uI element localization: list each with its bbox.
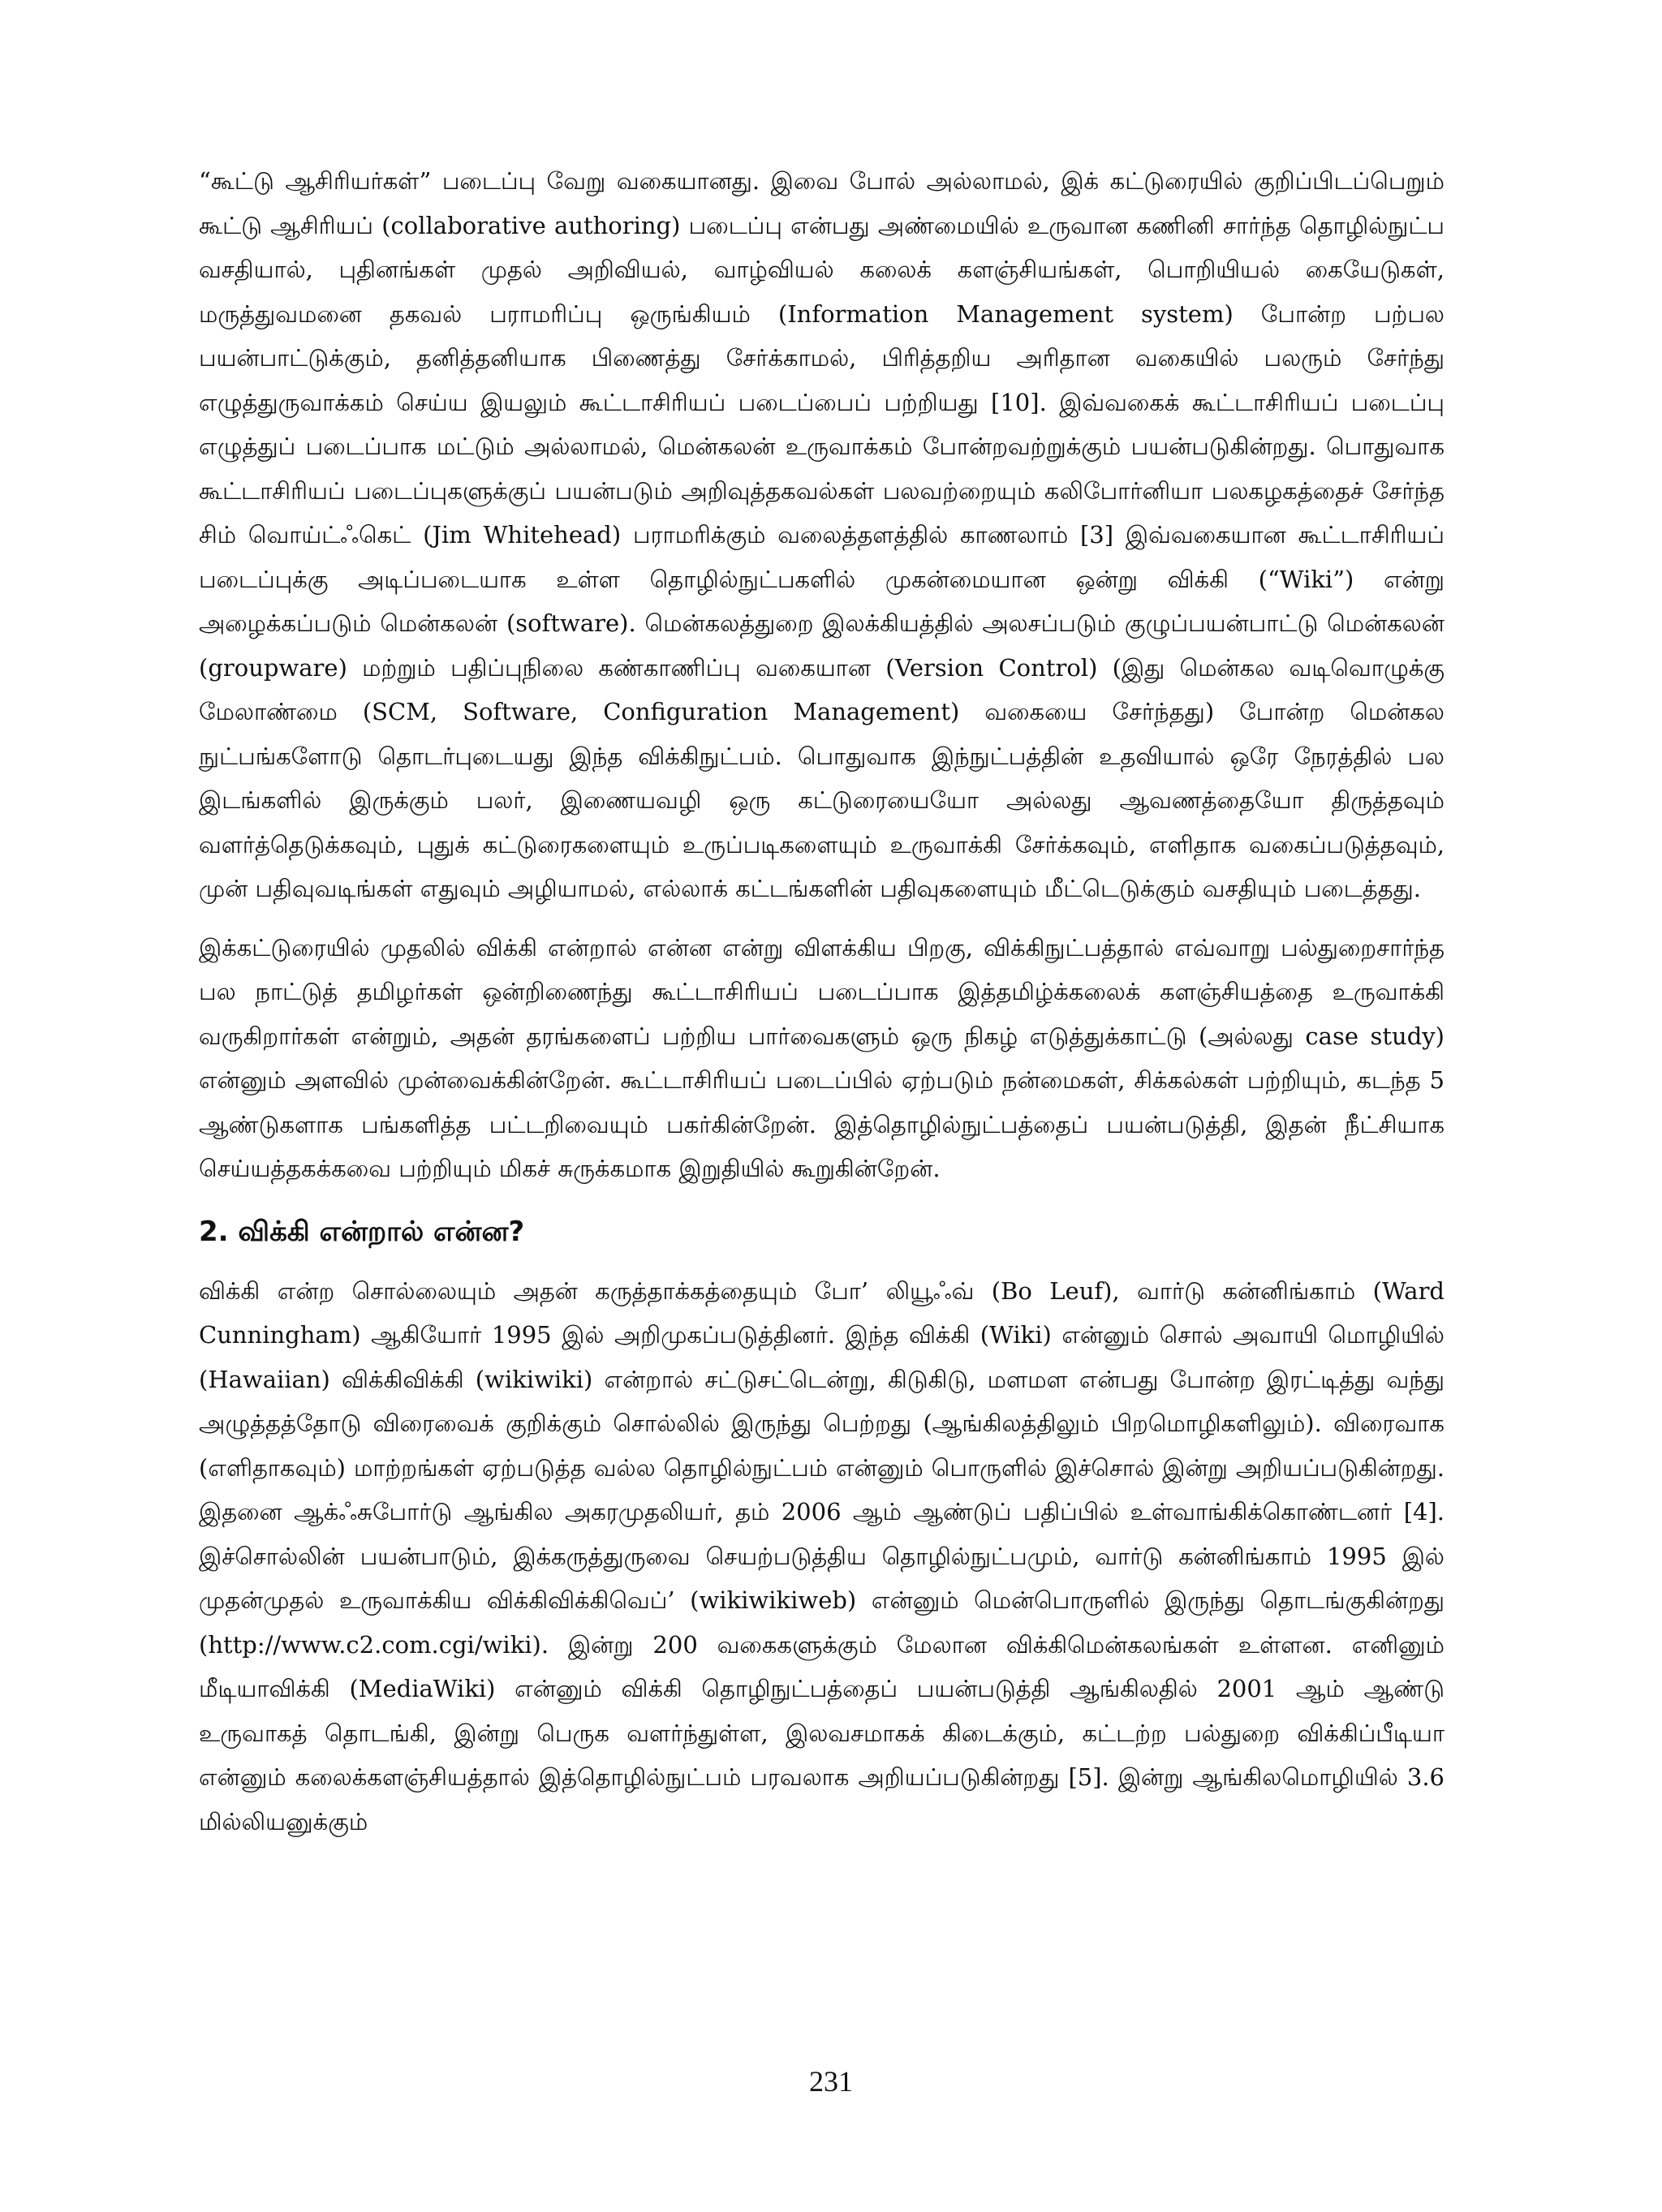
document-body: [199, 159, 1445, 1844]
paragraph-wiki-definition: விக்கி என்ற சொல்லையும் அதன் கருத்தாக்கத்தையும் போ’ லியூஃவ் (Bo Leuf), வார்டு கன்னிங்காம் (Ward Cunningham) ஆகியோர் 1995 இல் அறிமுகப்படுத்தினர். இந்த விக்கி (Wiki) என்னும் சொல் அவாயி மொழியில் (Hawaiian) விக்கிவிக்கி (wikiwiki) என்றால் சட்டுசட்டென்று, கிடுகிடு, மளமள என்பது போன்ற இரட்டித்து வந்து அழுத்தத்தோடு விரைவைக் குறிக்கும் சொல்லில் இருந்து பெற்றது (ஆங்கிலத்திலும் பிறமொழிகளிலும்). விரைவாக (எளிதாகவும்) மாற்றங்கள் ஏற்படுத்த வல்ல தொழில்நுட்பம் என்னும் பொருளில் இச்சொல் இன்று அறியப்படுகின்றது. இதனை ஆக்ஃசுபோர்டு ஆங்கில அகரமுதலியர், தம் 2006 ஆம் ஆண்டுப் பதிப்பில் உள்வாங்கிக்கொண்டனர் [4]. இச்சொல்லின் பயன்பாடும், இக்கருத்துருவை செயற்படுத்திய தொழில்நுட்பமும், வார்டு கன்னிங்காம் 1995 இல் முதன்முதல் உருவாக்கிய விக்கிவிக்கிவெப்’ (wikiwikiweb) என்னும் மென்பொருளில் இருந்து தொடங்குகின்றது (http://www.c2.com.cgi/wiki). இன்று 200 வகைகளுக்கும் மேலான விக்கிமென்கலங்கள் உள்ளன. எனினும் மீடியாவிக்கி (MediaWiki) என்னும் விக்கி தொழிநுட்பத்தைப் பயன்படுத்தி ஆங்கிலதில் 2001 ஆம் ஆண்டு உருவாகத் தொடங்கி, இன்று பெருக வளர்ந்துள்ள, இலவசமாகக் கிடைக்கும், கட்டற்ற பல்துறை விக்கிப்பீடியா என்னும் கலைக்களஞ்சியத்தால் இத்தொழில்நுட்பம் பரவலாக அறியப்படுகின்றது [5]. இன்று ஆங்கிலமொழியில் 3.6 மில்லியனுக்கும்: [199, 1276, 1445, 1835]
paragraph-collaborative-authoring: “கூட்டு ஆசிரியர்கள்” படைப்பு வேறு வகையானது. இவை போல் அல்லாமல், இக் கட்டுரையில் குறிப்பிடப்பெறும் கூட்டு ஆசிரியப் (collaborative authoring) படைப்பு என்பது அண்மையில் உருவான கணினி சார்ந்த தொழில்நுட்ப வசதியால், புதினங்கள் முதல் அறிவியல், வாழ்வியல் கலைக் களஞ்சியங்கள், பொறியியல் கையேடுகள், மருத்துவமனை தகவல் பராமரிப்பு ஒருங்கியம் (Information Management system) போன்ற பற்பல பயன்பாட்டுக்கும், தனித்தனியாக பிணைத்து சேர்க்காமல், பிரித்தறிய அரிதான வகையில் பலரும் சேர்ந்து எழுத்துருவாக்கம் செய்ய இயலும் கூட்டாசிரியப் படைப்பைப் பற்றியது [10]. இவ்வகைக் கூட்டாசிரியப் படைப்பு எழுத்துப் படைப்பாக மட்டும் அல்லாமல், மென்கலன் உருவாக்கம் போன்றவற்றுக்கும் பயன்படுகின்றது. பொதுவாக கூட்டாசிரியப் படைப்புகளுக்குப் பயன்படும் அறிவுத்தகவல்கள் பலவற்றையும் கலிபோர்னியா பலகழகத்தைச் சேர்ந்த சிம் வொய்ட்ஃகெட் (Jim Whitehead) பராமரிக்கும் வலைத்தளத்தில் காணலாம் [3] இவ்வகையான கூட்டாசிரியப் படைப்புக்கு அடிப்படையாக உள்ள தொழில்நுட்பகளில் முகன்மையான ஒன்று விக்கி (“Wiki”) என்று அழைக்கப்படும் மென்கலன் (software). மென்கலத்துறை இலக்கியத்தில் அலசப்படும் குழுப்பயன்பாட்டு மென்கலன் (groupware) மற்றும் பதிப்புநிலை கண்காணிப்பு வகையான (Version Control) (இது மென்கல வடிவொழுக்கு மேலாண்மை (SCM, Software, Configuration Management) வகையை சேர்ந்தது) போன்ற மென்கல நுட்பங்களோடு தொடர்புடையது இந்த விக்கிநுட்பம். பொதுவாக இந்நுட்பத்தின் உதவியால் ஒரே நேரத்தில் பல இடங்களில் இருக்கும் பலர், இணையவழி ஒரு கட்டுரையையோ அல்லது ஆவணத்தையோ திருத்தவும் வளர்த்தெடுக்கவும், புதுக் கட்டுரைகளையும் உருப்படிகளையும் உருவாக்கி சேர்க்கவும், எளிதாக வகைப்படுத்தவும், முன் பதிவுவடிங்கள் எதுவும் அழியாமல், எல்லாக் கட்டங்களின் பதிவுகளையும் மீட்டெடுக்கும் வசதியும் படைத்தது.: [199, 167, 1445, 902]
section-heading: 2. விக்கி என்றால் என்ன?: [199, 1215, 525, 1248]
paragraph-article-overview: இக்கட்டுரையில் முதலில் விக்கி என்றால் என்ன என்று விளக்கிய பிறகு, விக்கிநுட்பத்தால் எவ்வாறு பல்துறைசார்ந்த பல நாட்டுத் தமிழர்கள் ஒன்றிணைந்து கூட்டாசிரியப் படைப்பாக இத்தமிழ்க்கலைக் களஞ்சியத்தை உருவாக்கி வருகிறார்கள் என்றும், அதன் தரங்களைப் பற்றிய பார்வைகளும் ஒரு நிகழ் எடுத்துக்காட்டு (அல்லது case study) என்னும் அளவில் முன்வைக்கின்றேன். கூட்டாசிரியப் படைப்பில் ஏற்படும் நன்மைகள், சிக்கல்கள் பற்றியும், கடந்த 5 ஆண்டுகளாக பங்களித்த பட்டறிவையும் பகர்கின்றேன். இத்தொழில்நுட்பத்தைப் பயன்படுத்தி, இதன் நீட்சியாக செய்யத்தகக்கவை பற்றியும் மிகச் சுருக்கமாக இறுதியில் கூறுகின்றேன்.: [199, 933, 1445, 1182]
page-number: 231: [809, 2065, 853, 2098]
